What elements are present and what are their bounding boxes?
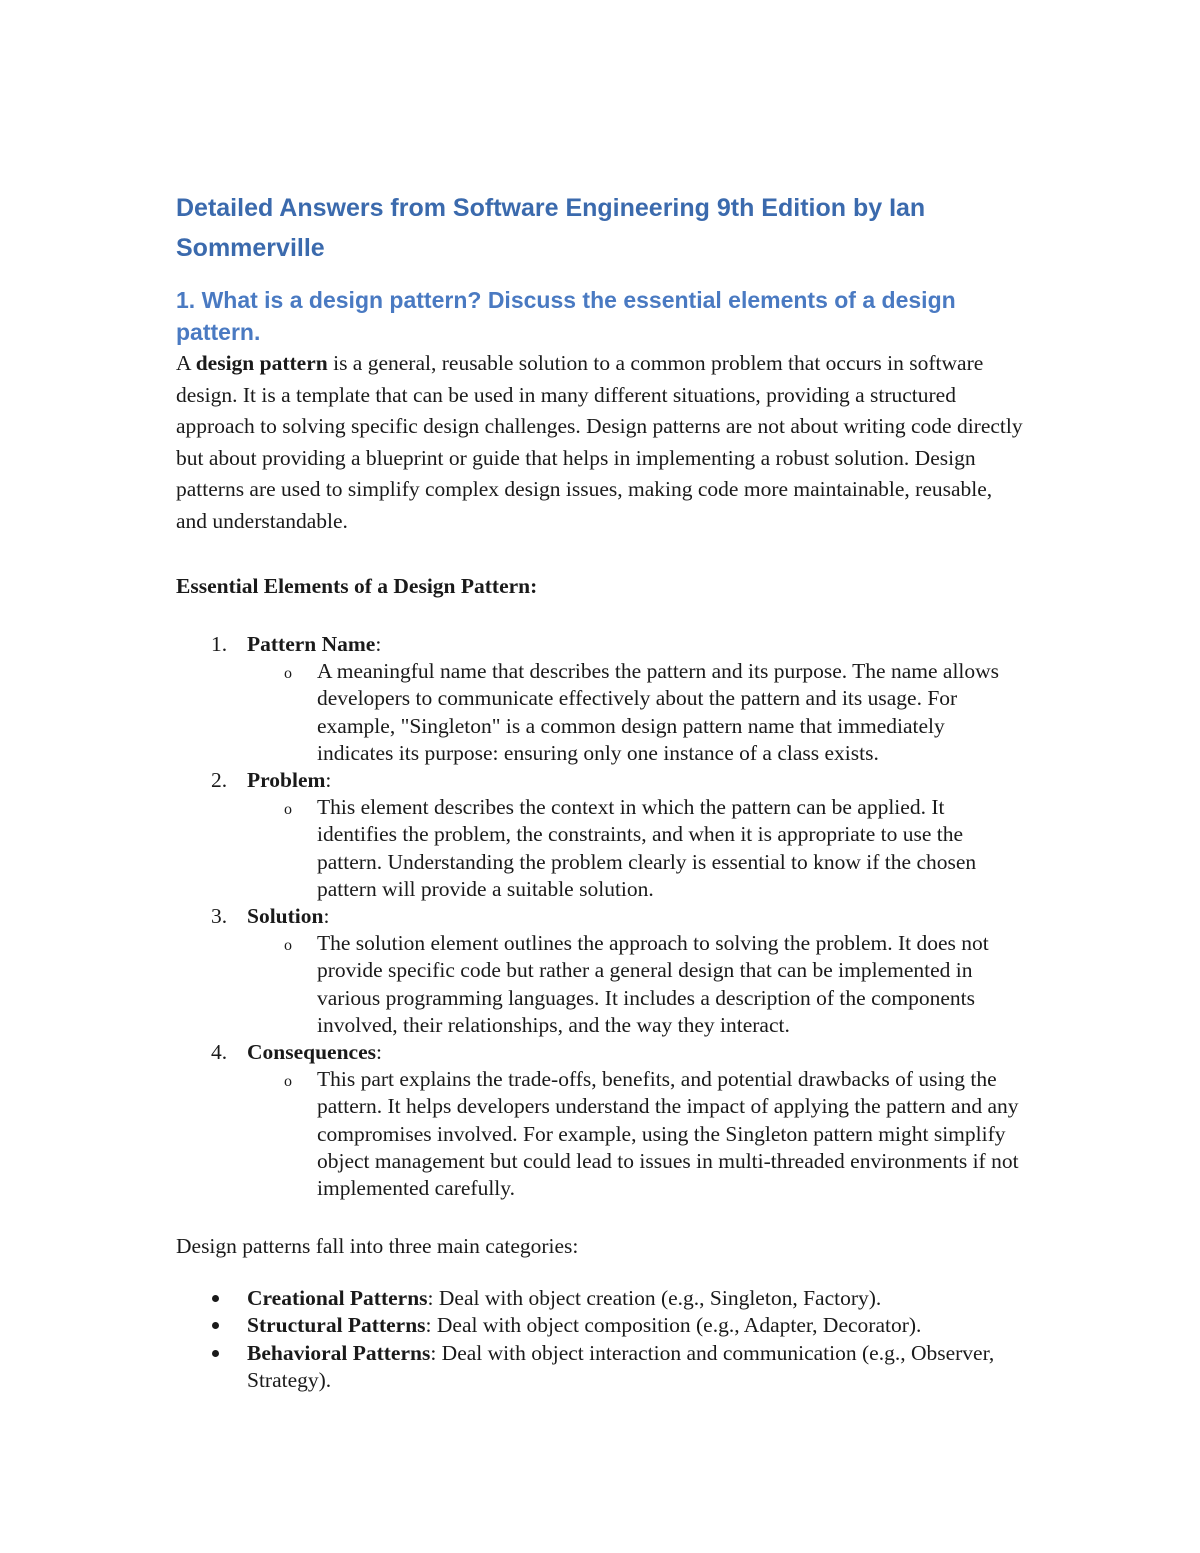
list-item	[176, 1285, 1026, 1312]
sub-item	[176, 794, 1026, 903]
item-description: This element describes the context in which the pattern can be applied. It identifies the problem, the constraints, and when it is appropriate to use the pattern. Understanding the problem clearly is essential to know if the chosen pattern will provide a suitable solution.	[317, 795, 977, 901]
bullet-icon	[212, 1350, 219, 1357]
category-text: : Deal with object interaction and communication (e.g., Observer, Strategy).	[247, 1340, 995, 1392]
question-heading: 1. What is a design pattern? Discuss the essential elements of a design pattern.	[176, 287, 956, 345]
item-number: 1.	[211, 632, 228, 656]
list-item	[176, 1340, 1026, 1394]
item-name: Solution	[247, 904, 324, 929]
item-colon: :	[323, 904, 330, 929]
list-item	[176, 1039, 1026, 1202]
list-item	[176, 631, 1026, 767]
bullet-icon	[212, 1322, 219, 1329]
category-name: Behavioral Patterns	[247, 1340, 431, 1365]
intro-paragraph	[176, 348, 1026, 537]
intro-prefix: A	[176, 351, 196, 375]
item-name: Pattern Name	[247, 632, 376, 656]
item-number: 2.	[211, 768, 228, 793]
elements-list	[176, 631, 1026, 1202]
list-item	[176, 767, 1026, 903]
document-title: Detailed Answers from Software Engineering 9th Edition by Ian Sommerville	[176, 194, 926, 262]
circle-bullet-icon: o	[284, 665, 292, 683]
intro-rest: is a general, reusable solution to a common problem that occurs in software design. It is a template that can be used in many different situations, providing a structured approach to solving specific design challenges. Design patterns are not about writing code directly but about providing a blueprint or guide that helps in implementing a robust solution. Design patterns are used to simplify complex design issues, making code more maintainable, reusable, and understandable.	[176, 351, 1023, 533]
item-description: This part explains the trade-offs, benefits, and potential drawbacks of using the pattern. It helps developers understand the impact of applying the pattern and any compromises involved. For example, using the Singleton pattern might simplify object management but could lead to issues in multi-threaded environments if not implemented carefully.	[317, 1067, 1019, 1201]
category-text: : Deal with object composition (e.g., Adapter, Decorator).	[425, 1313, 922, 1338]
sub-item	[176, 930, 1026, 1039]
circle-bullet-icon: o	[284, 1073, 292, 1091]
categories-intro: Design patterns fall into three main categories:	[176, 1234, 579, 1259]
bullet-icon	[212, 1295, 219, 1302]
category-name: Creational Patterns	[247, 1286, 428, 1311]
category-name: Structural Patterns	[247, 1313, 426, 1338]
item-name: Consequences	[247, 1040, 377, 1065]
list-item	[176, 903, 1026, 1039]
elements-heading: Essential Elements of a Design Pattern:	[176, 574, 538, 598]
categories-list	[176, 1285, 1026, 1394]
intro-term: design pattern	[195, 351, 328, 375]
sub-item	[176, 1066, 1026, 1202]
circle-bullet-icon: o	[284, 801, 292, 819]
item-number: 3.	[211, 904, 228, 929]
item-description: A meaningful name that describes the pattern and its purpose. The name allows developers to communicate effectively about the pattern and its usage. For example, "Singleton" is a common design pattern name that immediately indicates its purpose: ensuring only one instance of a class exists.	[317, 659, 1000, 765]
sub-item	[176, 658, 1026, 767]
document-content	[176, 188, 1026, 1394]
item-colon: :	[325, 768, 332, 793]
item-colon: :	[376, 1040, 382, 1065]
circle-bullet-icon: o	[284, 937, 292, 955]
list-item	[176, 1312, 1026, 1339]
item-number: 4.	[211, 1040, 228, 1065]
item-colon: :	[375, 632, 382, 656]
category-text: : Deal with object creation (e.g., Singleton, Factory).	[427, 1286, 882, 1311]
item-description: The solution element outlines the approach to solving the problem. It does not provide specific code but rather a general design that can be implemented in various programming languages. It includes a description of the components involved, their relationships, and the way they interact.	[317, 931, 989, 1037]
item-name: Problem	[247, 768, 326, 793]
